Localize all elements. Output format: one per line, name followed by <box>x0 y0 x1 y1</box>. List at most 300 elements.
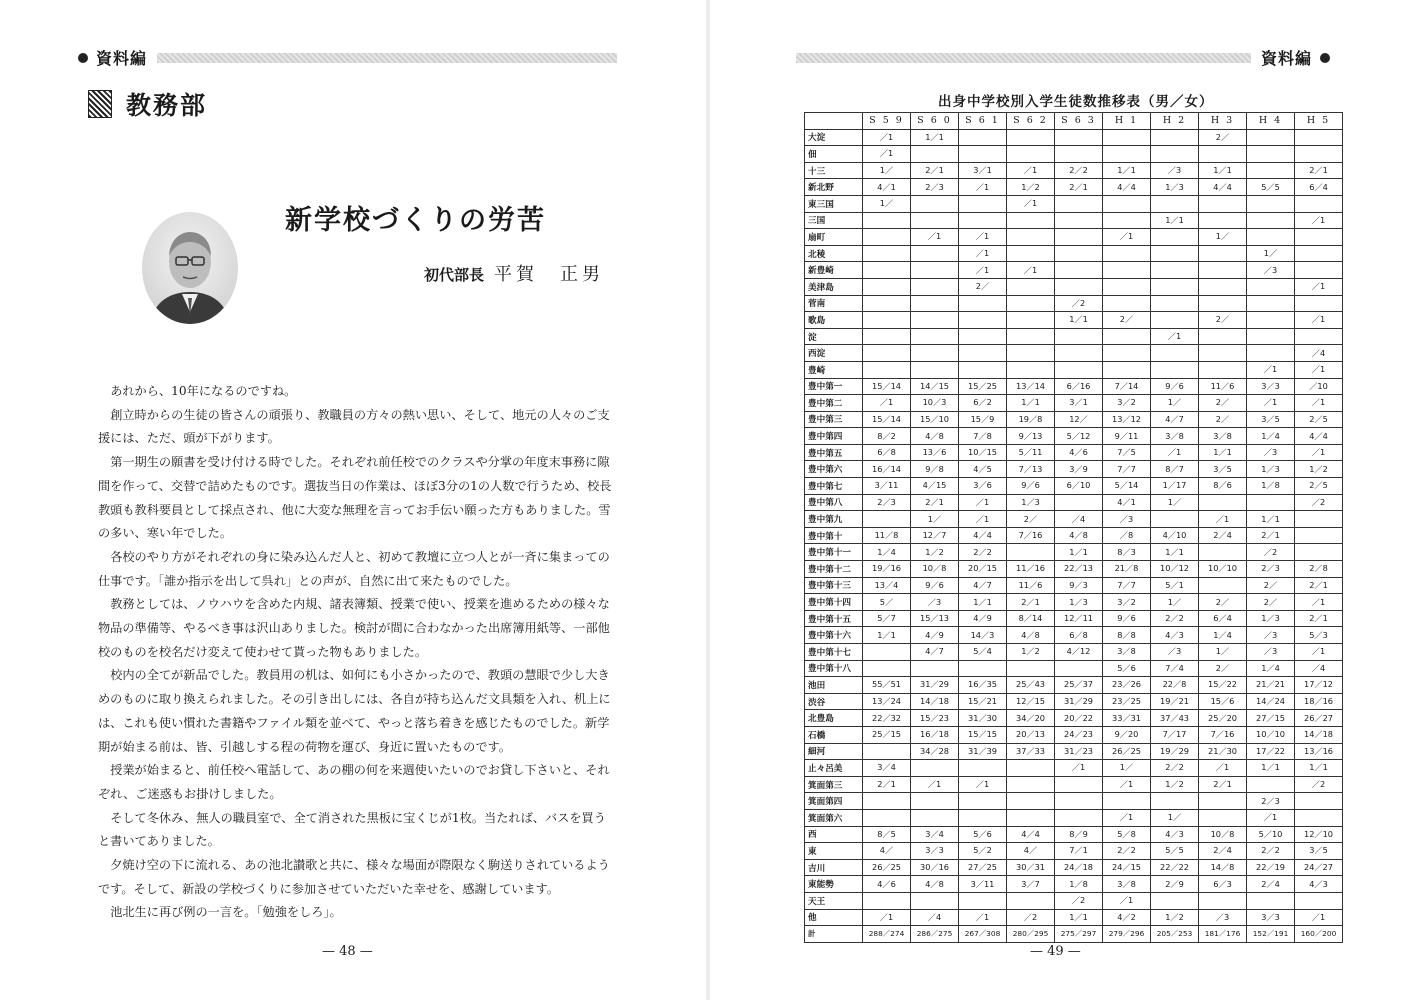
count-cell: ／1 <box>1007 162 1055 179</box>
count-cell: ／1 <box>1151 328 1199 345</box>
school-name-cell: 歌島 <box>805 312 863 329</box>
count-cell: 7／13 <box>1007 461 1055 478</box>
count-cell: ／1 <box>1247 809 1295 826</box>
count-cell: 19／21 <box>1151 693 1199 710</box>
count-cell: ／10 <box>1295 378 1343 395</box>
count-cell <box>911 245 959 262</box>
count-cell: 4／8 <box>1055 527 1103 544</box>
count-cell <box>1247 195 1295 212</box>
count-cell: 31／39 <box>959 743 1007 760</box>
count-cell: 10／10 <box>1247 726 1295 743</box>
count-cell: 2／ <box>1199 312 1247 329</box>
count-cell <box>1055 129 1103 146</box>
table-row <box>805 511 1343 528</box>
count-cell: 4／4 <box>959 527 1007 544</box>
count-cell <box>959 195 1007 212</box>
count-cell: 2／2 <box>1247 843 1295 860</box>
table-row <box>805 428 1343 445</box>
count-cell: ／1 <box>959 494 1007 511</box>
count-cell: ／1 <box>959 776 1007 793</box>
count-cell <box>863 809 911 826</box>
count-cell <box>1295 328 1343 345</box>
count-cell <box>1103 129 1151 146</box>
count-cell: 2／1 <box>1055 179 1103 196</box>
count-cell: 2／ <box>1007 511 1055 528</box>
count-cell: ／1 <box>1007 195 1055 212</box>
count-cell: ／1 <box>1295 644 1343 661</box>
count-cell: 1／4 <box>1247 428 1295 445</box>
count-cell: 9／11 <box>1103 428 1151 445</box>
table-row <box>805 444 1343 461</box>
count-cell: 2／ <box>959 278 1007 295</box>
count-cell <box>1151 129 1199 146</box>
count-cell: 4／7 <box>959 577 1007 594</box>
paragraph: 夕焼け空の下に流れる、あの池北讃歌と共に、様々な場面が際限なく駒送りされているようです。そして、新設の学校づくりに参加させていただいた幸せを、感謝しています。 <box>98 858 610 896</box>
count-cell: 1／8 <box>1055 876 1103 893</box>
count-cell: 9／13 <box>1007 428 1055 445</box>
count-cell: 1／1 <box>1055 544 1103 561</box>
count-cell: 19／8 <box>1007 411 1055 428</box>
school-name-cell: 豊中第十八 <box>805 660 863 677</box>
count-cell: 5／5 <box>1247 179 1295 196</box>
count-cell: 4／12 <box>1055 644 1103 661</box>
table-row <box>805 743 1343 760</box>
count-cell: 2／2 <box>1103 843 1151 860</box>
count-cell: 3／6 <box>959 478 1007 495</box>
enrollment-table-wrapper <box>804 112 1343 943</box>
table-row <box>805 909 1343 926</box>
page-number: — 49 — <box>1030 944 1081 959</box>
count-cell: 275／297 <box>1055 926 1103 943</box>
count-cell: 8／8 <box>1103 627 1151 644</box>
count-cell <box>863 660 911 677</box>
table-row <box>805 527 1343 544</box>
count-cell <box>1199 793 1247 810</box>
count-cell: ／1 <box>1295 361 1343 378</box>
school-name-cell: 東三国 <box>805 195 863 212</box>
paragraph: 校内の全てが新品でした。教員用の机は、如何にも小さかったので、教頭の慧眼で少し大きめのものに取り換えられました。その引き出しには、各自が持ち込んだ文具類を入れ、机上には、これも使い慣れた書籍やファイル類を並べて、やっと落ち着きを感じたものでした。新学期が始まる前は、皆、引越しする程の荷物を運び、身近に置いたものです。 <box>98 668 611 754</box>
table-row <box>805 594 1343 611</box>
count-cell: 3／9 <box>1055 461 1103 478</box>
count-cell <box>1151 312 1199 329</box>
count-cell: 8／6 <box>1199 478 1247 495</box>
count-cell: 10／8 <box>911 561 959 578</box>
count-cell: 15／6 <box>1199 693 1247 710</box>
department-heading <box>88 86 207 122</box>
count-cell: ／1 <box>863 146 911 163</box>
table-row <box>805 212 1343 229</box>
count-cell: 2／3 <box>1247 793 1295 810</box>
table-row <box>805 478 1343 495</box>
count-cell: 1／2 <box>1151 909 1199 926</box>
count-cell <box>1007 345 1055 362</box>
school-name-cell: 計 <box>805 926 863 943</box>
count-cell <box>1055 146 1103 163</box>
count-cell: 4／7 <box>1151 411 1199 428</box>
count-cell: 2／1 <box>863 776 911 793</box>
count-cell: ／1 <box>863 909 911 926</box>
count-cell <box>1055 361 1103 378</box>
count-cell <box>863 328 911 345</box>
count-cell: 1／2 <box>1151 776 1199 793</box>
school-name-cell: 淀 <box>805 328 863 345</box>
count-cell <box>959 212 1007 229</box>
count-cell: ／1 <box>1295 444 1343 461</box>
count-cell: 2／9 <box>1151 876 1199 893</box>
count-cell <box>1151 793 1199 810</box>
count-cell: 22／8 <box>1151 677 1199 694</box>
count-cell: ／1 <box>1199 760 1247 777</box>
paragraph: 教務としては、ノウハウを含めた内規、諸表簿類、授業で使い、授業を進めるための様々な物品の準備等、やるべき事は沢山ありました。検討が間に合わなかった出席簿用紙等、一部他校のものを校名だけ変えて使わせて貰った物もありました。 <box>98 597 610 659</box>
count-cell: 5／5 <box>1151 843 1199 860</box>
count-cell: 5／10 <box>1247 826 1295 843</box>
count-cell: 14／18 <box>911 693 959 710</box>
section-header <box>78 46 617 69</box>
header-cell: H 1 <box>1103 113 1151 130</box>
count-cell <box>863 892 911 909</box>
count-cell: 15／14 <box>863 378 911 395</box>
author-name: 平賀 正男 <box>494 264 605 285</box>
count-cell <box>863 644 911 661</box>
count-cell <box>1199 212 1247 229</box>
count-cell <box>1055 776 1103 793</box>
count-cell: 2／1 <box>911 494 959 511</box>
count-cell: ／1 <box>1103 809 1151 826</box>
count-cell: 19／29 <box>1151 743 1199 760</box>
table-header-row <box>805 113 1343 130</box>
table-row <box>805 726 1343 743</box>
count-cell: 3／11 <box>863 478 911 495</box>
count-cell: 2／1 <box>1295 577 1343 594</box>
count-cell: 14／24 <box>1247 693 1295 710</box>
count-cell: 1／ <box>911 511 959 528</box>
count-cell: 9／3 <box>1055 577 1103 594</box>
table-row <box>805 610 1343 627</box>
count-cell: 1／1 <box>1007 395 1055 412</box>
count-cell: 1／3 <box>1247 610 1295 627</box>
count-cell: 2／ <box>1247 594 1295 611</box>
count-cell: ／2 <box>1295 494 1343 511</box>
school-name-cell: 豊中第四 <box>805 428 863 445</box>
count-cell <box>1247 328 1295 345</box>
count-cell: 9／6 <box>1151 378 1199 395</box>
school-name-cell: 佃 <box>805 146 863 163</box>
table-row <box>805 809 1343 826</box>
count-cell: 15／10 <box>911 411 959 428</box>
count-cell <box>1055 262 1103 279</box>
count-cell: 15／21 <box>959 693 1007 710</box>
count-cell <box>1007 892 1055 909</box>
count-cell: 7／5 <box>1103 444 1151 461</box>
count-cell: ／1 <box>1295 278 1343 295</box>
count-cell: 1／4 <box>1199 627 1247 644</box>
page-number: — 48 — <box>322 944 373 959</box>
count-cell: 24／23 <box>1055 726 1103 743</box>
header-cell: H 2 <box>1151 113 1199 130</box>
count-cell <box>1007 295 1055 312</box>
count-cell: ／1 <box>1103 892 1151 909</box>
count-cell: 1／2 <box>1295 461 1343 478</box>
school-name-cell: 新豊崎 <box>805 262 863 279</box>
count-cell: 13／6 <box>911 444 959 461</box>
count-cell: ／1 <box>959 511 1007 528</box>
count-cell <box>1055 245 1103 262</box>
count-cell: 2／ <box>1199 660 1247 677</box>
count-cell: 4／4 <box>1199 179 1247 196</box>
count-cell: 3／11 <box>959 876 1007 893</box>
count-cell: 6／16 <box>1055 378 1103 395</box>
count-cell <box>1199 195 1247 212</box>
school-name-cell: 美津島 <box>805 278 863 295</box>
count-cell <box>1151 229 1199 246</box>
school-name-cell: 三国 <box>805 212 863 229</box>
table-row <box>805 278 1343 295</box>
count-cell: 2／ <box>1199 411 1247 428</box>
count-cell: 4／15 <box>911 478 959 495</box>
count-cell: 4／9 <box>911 627 959 644</box>
school-name-cell: 豊中第十一 <box>805 544 863 561</box>
count-cell: 3／7 <box>1007 876 1055 893</box>
count-cell: 18／16 <box>1295 693 1343 710</box>
table-row <box>805 162 1343 179</box>
count-cell: 24／15 <box>1103 859 1151 876</box>
header-cell: S 5 9 <box>863 113 911 130</box>
count-cell: ／3 <box>1151 162 1199 179</box>
school-name-cell: 池田 <box>805 677 863 694</box>
count-cell: ／1 <box>1295 594 1343 611</box>
count-cell: 1／8 <box>1247 478 1295 495</box>
count-cell: 19／16 <box>863 561 911 578</box>
count-cell <box>959 295 1007 312</box>
school-name-cell: 西 <box>805 826 863 843</box>
table-row <box>805 693 1343 710</box>
count-cell <box>1007 212 1055 229</box>
count-cell: 4／1 <box>863 179 911 196</box>
count-cell <box>863 262 911 279</box>
table-row <box>805 544 1343 561</box>
count-cell: 4／2 <box>1103 909 1151 926</box>
header-cell: S 6 0 <box>911 113 959 130</box>
count-cell: 13／4 <box>863 577 911 594</box>
count-cell: 3／4 <box>911 826 959 843</box>
count-cell: 25／43 <box>1007 677 1055 694</box>
count-cell: 2／ <box>1103 312 1151 329</box>
table-row <box>805 345 1343 362</box>
table-row <box>805 577 1343 594</box>
count-cell: 2／2 <box>1055 162 1103 179</box>
count-cell <box>959 312 1007 329</box>
count-cell: 4／10 <box>1151 527 1199 544</box>
count-cell <box>1295 527 1343 544</box>
table-row <box>805 793 1343 810</box>
count-cell <box>1247 146 1295 163</box>
count-cell: 14／8 <box>1199 859 1247 876</box>
count-cell: 10／3 <box>911 395 959 412</box>
count-cell: 1／1 <box>959 594 1007 611</box>
count-cell <box>1103 793 1151 810</box>
count-cell: 4／5 <box>959 461 1007 478</box>
count-cell <box>1295 129 1343 146</box>
count-cell: 11／16 <box>1007 561 1055 578</box>
table-row <box>805 411 1343 428</box>
count-cell: 1／2 <box>911 544 959 561</box>
count-cell <box>1247 162 1295 179</box>
count-cell: 2／1 <box>1247 527 1295 544</box>
count-cell: 1／1 <box>1295 760 1343 777</box>
school-name-cell: 豊中第八 <box>805 494 863 511</box>
essay-body <box>98 380 618 925</box>
count-cell: 8／14 <box>1007 610 1055 627</box>
count-cell <box>911 793 959 810</box>
count-cell <box>911 278 959 295</box>
count-cell <box>911 345 959 362</box>
table-row <box>805 494 1343 511</box>
school-name-cell: 豊中第三 <box>805 411 863 428</box>
count-cell: ／1 <box>1295 909 1343 926</box>
count-cell: 1／ <box>1247 245 1295 262</box>
count-cell: ／1 <box>959 262 1007 279</box>
count-cell: ／1 <box>959 179 1007 196</box>
count-cell: ／1 <box>911 776 959 793</box>
count-cell: 5／7 <box>863 610 911 627</box>
count-cell <box>863 743 911 760</box>
header-cell: H 3 <box>1199 113 1247 130</box>
count-cell: 5／1 <box>1151 577 1199 594</box>
count-cell: 1／ <box>1151 395 1199 412</box>
count-cell: 3／8 <box>1103 876 1151 893</box>
count-cell: 1／1 <box>1247 760 1295 777</box>
table-title: 出身中学校別入学生徒数推移表（男／女） <box>938 94 1214 110</box>
count-cell: 7／1 <box>1055 843 1103 860</box>
count-cell: 11／6 <box>1007 577 1055 594</box>
school-name-cell: 豊中第十六 <box>805 627 863 644</box>
count-cell: 3／3 <box>1247 378 1295 395</box>
school-name-cell: 東能勢 <box>805 876 863 893</box>
count-cell: 7／4 <box>1151 660 1199 677</box>
count-cell: 27／25 <box>959 859 1007 876</box>
count-cell <box>1151 295 1199 312</box>
count-cell: 2／4 <box>1199 843 1247 860</box>
count-cell <box>1007 361 1055 378</box>
count-cell: ／1 <box>1007 262 1055 279</box>
count-cell: ／2 <box>1247 544 1295 561</box>
table-row <box>805 378 1343 395</box>
count-cell: 34／28 <box>911 743 959 760</box>
count-cell: ／1 <box>1055 760 1103 777</box>
count-cell: 279／296 <box>1103 926 1151 943</box>
school-name-cell: 新北野 <box>805 179 863 196</box>
count-cell <box>1007 312 1055 329</box>
school-name-cell: 渋谷 <box>805 693 863 710</box>
hatched-square-icon <box>88 90 112 118</box>
count-cell: 4／8 <box>911 428 959 445</box>
count-cell: 1／3 <box>1007 494 1055 511</box>
count-cell: 3／2 <box>1103 395 1151 412</box>
count-cell <box>1055 229 1103 246</box>
count-cell: 2／4 <box>1199 527 1247 544</box>
count-cell: 9／8 <box>911 461 959 478</box>
count-cell: 7／16 <box>1007 527 1055 544</box>
count-cell: 7／8 <box>959 428 1007 445</box>
school-name-cell: 止々呂美 <box>805 760 863 777</box>
count-cell: 30／31 <box>1007 859 1055 876</box>
count-cell: 14／18 <box>1295 726 1343 743</box>
count-cell: 33／31 <box>1103 710 1151 727</box>
count-cell <box>959 328 1007 345</box>
count-cell: 9／6 <box>911 577 959 594</box>
count-cell: 267／308 <box>959 926 1007 943</box>
count-cell: 15／9 <box>959 411 1007 428</box>
section-header <box>796 46 1330 69</box>
count-cell <box>863 212 911 229</box>
count-cell: 34／20 <box>1007 710 1055 727</box>
table-row <box>805 561 1343 578</box>
count-cell: 4／9 <box>959 610 1007 627</box>
table-row <box>805 926 1343 943</box>
count-cell <box>1151 278 1199 295</box>
count-cell <box>959 361 1007 378</box>
count-cell: ／4 <box>1055 511 1103 528</box>
table-row <box>805 312 1343 329</box>
count-cell <box>1295 793 1343 810</box>
count-cell <box>1007 809 1055 826</box>
school-name-cell: 箕面第三 <box>805 776 863 793</box>
school-name-cell: 箕面第四 <box>805 793 863 810</box>
count-cell <box>1007 229 1055 246</box>
count-cell: 30／16 <box>911 859 959 876</box>
count-cell: 15／15 <box>959 726 1007 743</box>
school-name-cell: 天王 <box>805 892 863 909</box>
count-cell: 6／3 <box>1199 876 1247 893</box>
count-cell: 15／14 <box>863 411 911 428</box>
paragraph: あれから、10年になるのですね。 <box>110 384 297 398</box>
count-cell: ／4 <box>911 909 959 926</box>
count-cell: 1／1 <box>1199 162 1247 179</box>
count-cell: 205／253 <box>1151 926 1199 943</box>
school-name-cell: 西淀 <box>805 345 863 362</box>
count-cell: 2／1 <box>1199 776 1247 793</box>
count-cell <box>863 361 911 378</box>
count-cell: ／1 <box>863 395 911 412</box>
count-cell: ／2 <box>1055 295 1103 312</box>
table-body <box>805 129 1343 942</box>
count-cell: 2／1 <box>911 162 959 179</box>
count-cell: 10／10 <box>1199 561 1247 578</box>
count-cell: 20／22 <box>1055 710 1103 727</box>
count-cell <box>1151 262 1199 279</box>
count-cell: 181／176 <box>1199 926 1247 943</box>
count-cell: 7／7 <box>1103 577 1151 594</box>
count-cell <box>863 793 911 810</box>
author-line <box>424 260 604 286</box>
count-cell: 4／3 <box>1151 627 1199 644</box>
count-cell: ／3 <box>1151 644 1199 661</box>
count-cell <box>1007 776 1055 793</box>
count-cell <box>1295 229 1343 246</box>
count-cell: 26／25 <box>1103 743 1151 760</box>
count-cell: 2／1 <box>1295 162 1343 179</box>
table-row <box>805 179 1343 196</box>
count-cell <box>1295 262 1343 279</box>
count-cell: 31／29 <box>1055 693 1103 710</box>
count-cell <box>1295 146 1343 163</box>
count-cell: 5／6 <box>1103 660 1151 677</box>
count-cell <box>1247 494 1295 511</box>
count-cell <box>1055 328 1103 345</box>
count-cell: ／1 <box>1295 212 1343 229</box>
count-cell: 11／6 <box>1199 378 1247 395</box>
school-name-cell: 東 <box>805 843 863 860</box>
